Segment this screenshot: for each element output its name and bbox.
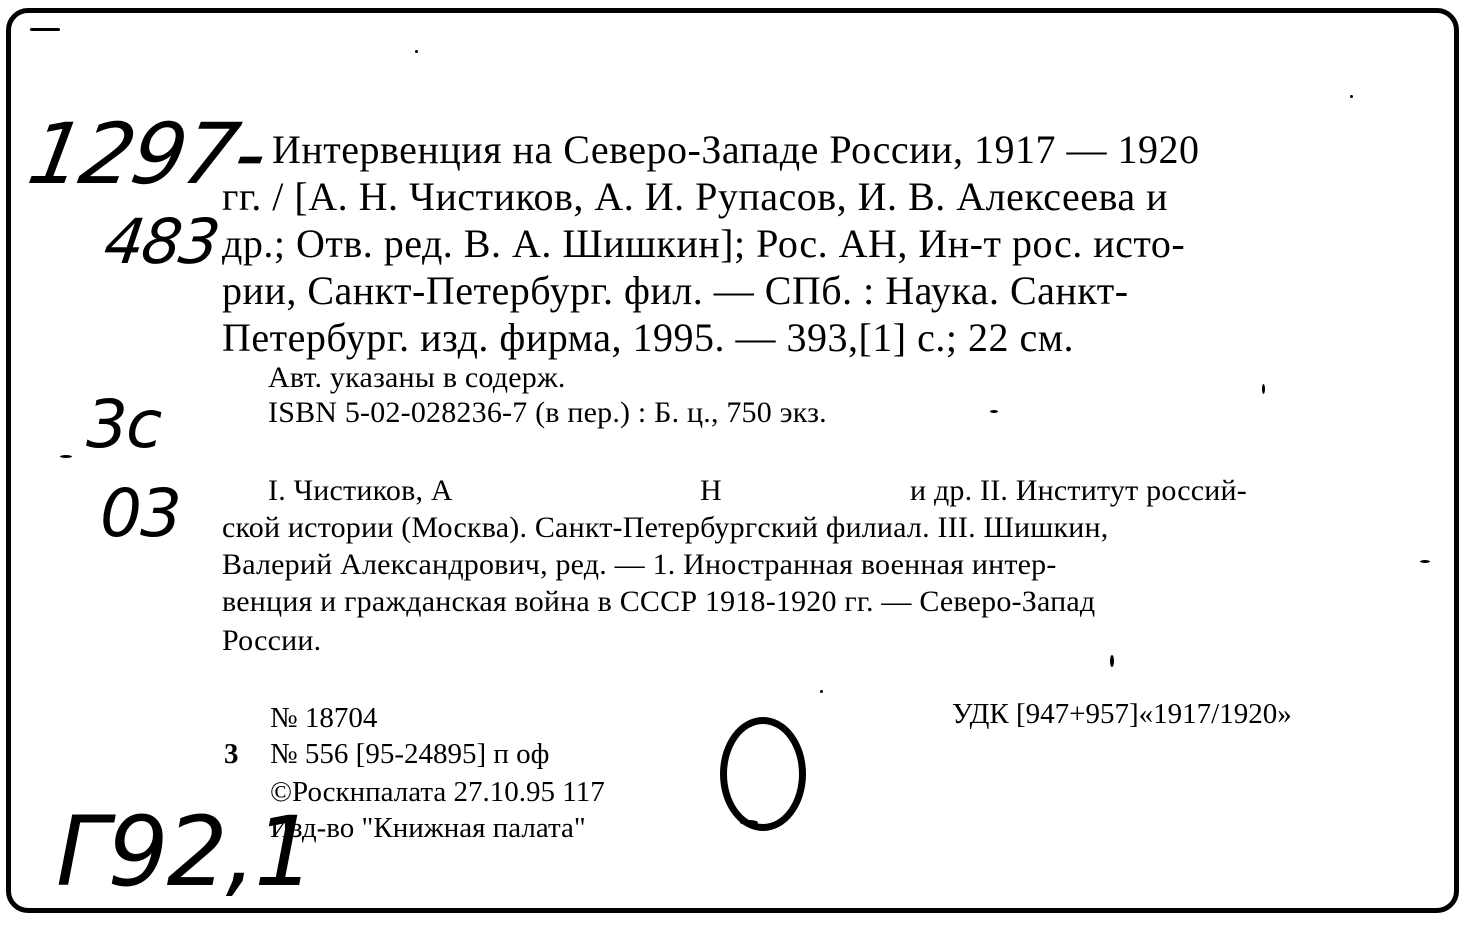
scan-speck bbox=[30, 28, 60, 31]
tracing-line-1b: Н bbox=[700, 474, 722, 507]
scan-speck bbox=[740, 820, 758, 825]
imprint-number: № 18704 bbox=[270, 702, 378, 734]
tracing-line-1a: I. Чистиков, А bbox=[268, 474, 453, 507]
punched-hole bbox=[720, 717, 806, 831]
scan-speck bbox=[415, 50, 418, 53]
handwritten-mark-2: 03 bbox=[100, 475, 180, 552]
title-line-5: Петербург. изд. фирма, 1995. — 393,[1] с.; 22 см. bbox=[222, 315, 1075, 360]
tracing-line-2: ской истории (Москва). Санкт-Петербургский филиал. III. Шишкин, bbox=[222, 511, 1109, 544]
scan-speck bbox=[1420, 560, 1430, 563]
title-line-4: рии, Санкт-Петербург. фил. — СПб. : Наука. Санкт- bbox=[222, 268, 1129, 313]
handwritten-call-number-bottom: 483 bbox=[99, 205, 223, 278]
imprint-publisher: Изд-во "Книжная палата" bbox=[270, 812, 586, 844]
tracing-line-3: Валерий Александрович, ред. — 1. Иностранная военная интер- bbox=[222, 548, 1057, 581]
tracing-line-1c: и др. II. Институт россий- bbox=[910, 474, 1248, 507]
handwritten-shelf-mark: Г92,1 bbox=[56, 796, 314, 908]
tracing-line-4: венция и гражданская война в СССР 1918-1920 гг. — Северо-Запад bbox=[222, 585, 1096, 618]
scan-speck bbox=[1262, 384, 1265, 394]
note-isbn: ISBN 5-02-028236-7 (в пер.) : Б. ц., 750 экз. bbox=[268, 396, 827, 429]
scan-speck bbox=[990, 410, 998, 413]
scan-speck bbox=[1350, 95, 1353, 98]
imprint-copyright: ©Роскнпалата 27.10.95 117 bbox=[270, 776, 605, 808]
imprint-line-2-prefix: 3 bbox=[224, 738, 239, 770]
title-line-3: др.; Отв. ред. В. А. Шишкин]; Рос. АН, Ин-т рос. исто- bbox=[222, 221, 1186, 266]
imprint-order-number: № 556 [95-24895] п оф bbox=[270, 738, 550, 770]
title-line-1: Интервенция на Северо-Западе России, 1917 — 1920 bbox=[272, 127, 1200, 172]
scan-speck bbox=[820, 690, 823, 693]
tracing-line-5: России. bbox=[222, 624, 322, 657]
handwritten-mark-1: 3с bbox=[86, 386, 161, 463]
udc-code: УДК [947+957]«1917/1920» bbox=[952, 698, 1292, 730]
handwritten-call-number-top: 1297- bbox=[21, 105, 273, 203]
title-line-2: гг. / [А. Н. Чистиков, А. И. Рупасов, И. В. Алексеева и bbox=[222, 174, 1169, 219]
note-authors: Авт. указаны в содерж. bbox=[268, 361, 566, 394]
scan-speck bbox=[1110, 655, 1114, 667]
scan-speck bbox=[60, 455, 72, 458]
